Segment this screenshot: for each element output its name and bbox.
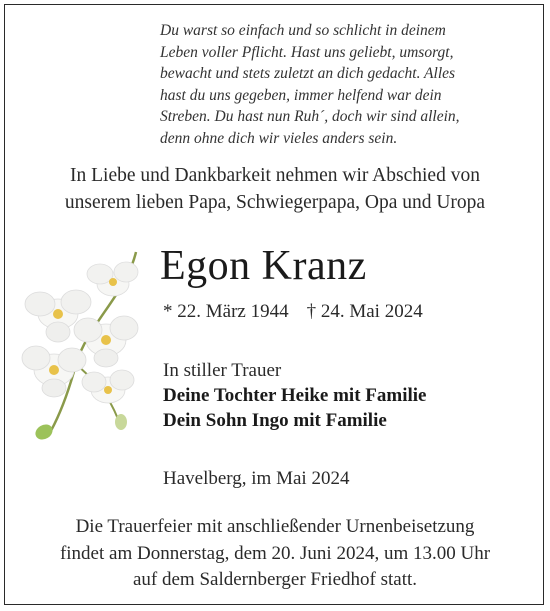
- death-date: † 24. Mai 2024: [306, 301, 423, 322]
- life-dates: [163, 299, 423, 325]
- funeral-line: Die Trauerfeier mit anschließender Urnenbeisetzung: [75, 516, 475, 537]
- orchid-flower-icon: [18, 244, 146, 450]
- poem-line: hast du uns gegeben, immer helfend war dein: [160, 86, 442, 104]
- intro-line: unserem lieben Papa, Schwiegerpapa, Opa und Uropa: [64, 192, 486, 213]
- place-date: Havelberg, im Mai 2024: [163, 468, 350, 489]
- birth-date: * 22. März 1944: [163, 301, 289, 322]
- farewell-intro: [0, 162, 550, 216]
- poem-line: Du warst so einfach und so schlicht in deinem: [160, 22, 446, 39]
- mourner-line: Dein Sohn Ingo mit Familie: [163, 410, 387, 431]
- intro-line: In Liebe und Dankbarkeit nehmen wir Abschied von: [70, 165, 480, 186]
- poem-line: denn ohne dich wir vieles anders sein.: [160, 129, 398, 147]
- funeral-line: auf dem Saldernberger Friedhof statt.: [132, 569, 418, 590]
- mourners: [163, 358, 427, 433]
- funeral-line: findet am Donnerstag, dem 20. Juni 2024, um 13.00 Uhr: [59, 542, 491, 564]
- poem-line: Streben. Du hast nun Ruh´, doch wir sind allein,: [160, 108, 460, 126]
- funeral-info: [0, 514, 550, 594]
- mourning-heading: In stiller Trauer: [163, 360, 282, 381]
- poem-line: Leben voller Pflicht. Hast uns geliebt, umsorgt,: [160, 43, 454, 61]
- mourner-line: Deine Tochter Heike mit Familie: [163, 385, 427, 406]
- poem-verse: [160, 20, 530, 150]
- poem-line: bewacht und stets zuletzt an dich gedacht. Alles: [160, 65, 456, 83]
- deceased-name: Egon Kranz: [160, 243, 367, 289]
